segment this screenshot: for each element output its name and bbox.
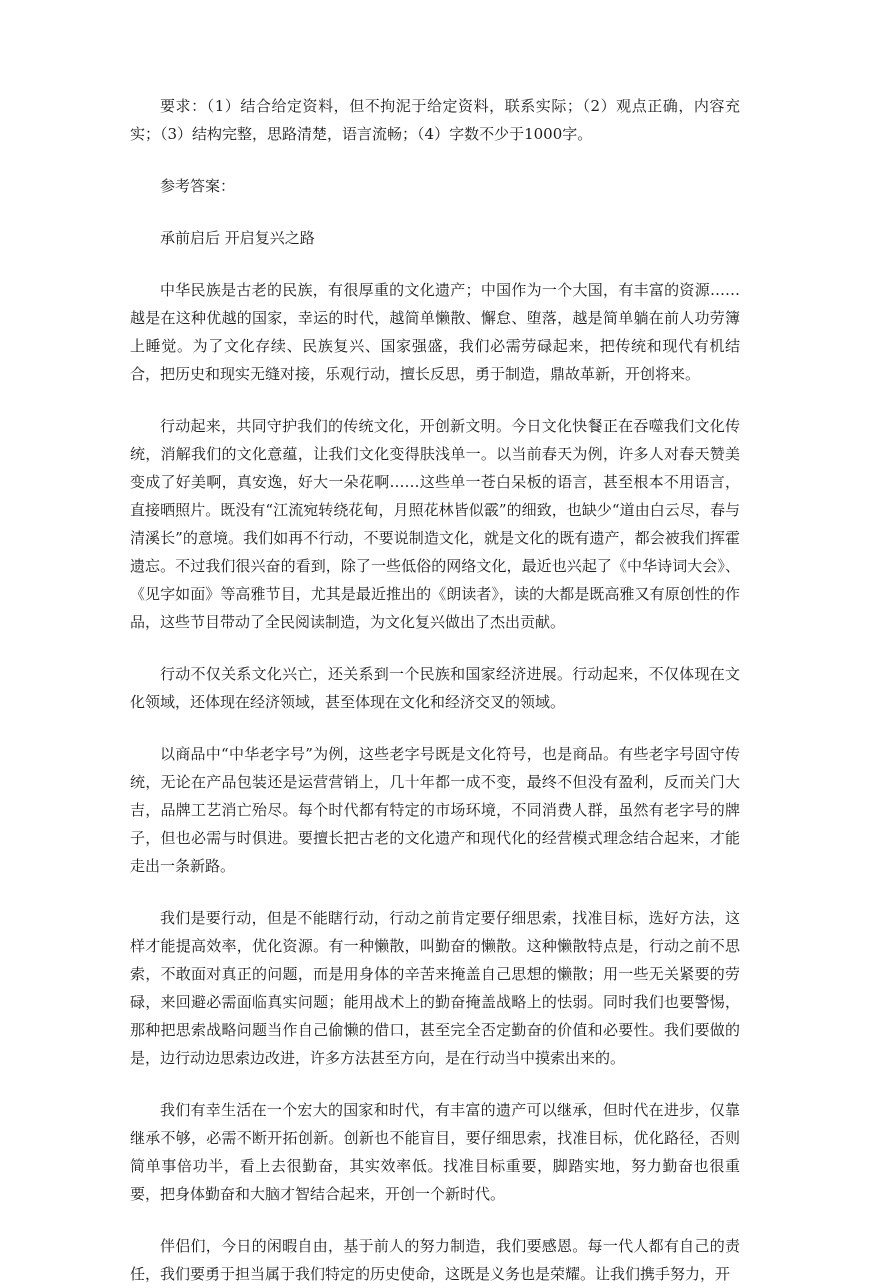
essay-paragraph-6: 我们有幸生活在一个宏大的国家和时代，有丰富的遗产可以继承，但时代在进步，仅靠继承不够，必需不断开拓创新。创新也不能盲目，要仔细思索，找准目标，优化路径，否则简单事倍功半，看上去很勤奋，其实效率低。找准目标重要，脚踏实地，努力勤奋也很重要，把身体勤奋和大脑才智结合起来，开创一个新时代。 bbox=[130, 1101, 740, 1203]
requirements-text: 要求：（1）结合给定资料，但不拘泥于给定资料，联系实际；（2）观点正确，内容充实；（3）结构完整，思路清楚，语言流畅；（4）字数不少于1000字。 bbox=[130, 97, 740, 143]
essay-title: 承前启后 开启复兴之路 bbox=[160, 229, 315, 247]
essay-paragraph-5: 我们是要行动，但是不能瞎行动，行动之前肯定要仔细思索，找准目标，选好方法，这样才能提高效率，优化资源。有一种懒散，叫勤奋的懒散。这种懒散特点是，行动之前不思索，不敢面对真正的问题，而是用身体的辛苦来掩盖自己思想的懒散；用一些无关紧要的劳碌，来回避必需面临真实问题；能用战术上的勤奋掩盖战略上的怯弱。同时我们也要警惕，那种把思索战略问题当作自己偷懒的借口，甚至完全否定勤奋的价值和必要性。我们要做的是，边行动边思索边改进，许多方法甚至方向，是在行动当中摸索出来的。 bbox=[130, 909, 740, 1067]
document-page bbox=[130, 92, 740, 1288]
answer-label: 参考答案： bbox=[160, 177, 236, 195]
essay-paragraph-4: 以商品中“中华老字号”为例，这些老字号既是文化符号，也是商品。有些老字号固守传统，无论在产品包装还是运营营销上，几十年都一成不变，最终不但没有盈利，反而关门大吉，品牌工艺消亡殆尽。每个时代都有特定的市场环境，不同消费人群，虽然有老字号的牌子，但也必需与时俱进。要擅长把古老的文化遗产和现代化的经营模式理念结合起来，才能走出一条新路。 bbox=[130, 745, 740, 875]
essay-paragraph-2: 行动起来，共同守护我们的传统文化，开创新文明。今日文化快餐正在吞噬我们文化传统，消解我们的文化意蕴，让我们文化变得肤浅单一。以当前春天为例，许多人对春天赞美变成了好美啊，真安逸，好大一朵花啊……这些单一苍白呆板的语言，甚至根本不用语言，直接晒照片。既没有“江流宛转绕花甸，月照花林皆似霰”的细致，也缺少“道由白云尽，春与清溪长”的意境。我们如再不行动，不要说制造文化，就是文化的既有遗产，都会被我们挥霍遗忘。不过我们很兴奋的看到，除了一些低俗的网络文化，最近也兴起了《中华诗词大会》、《见字如面》等高雅节目，尤其是最近推出的《朗读者》，读的大都是既高雅又有原创性的作品，这些节目带动了全民阅读制造，为文化复兴做出了杰出贡献。 bbox=[130, 417, 740, 631]
essay-paragraph-1: 中华民族是古老的民族，有很厚重的文化遗产；中国作为一个大国，有丰富的资源……越是在这种优越的国家，幸运的时代，越简单懒散、懈怠、堕落，越是简单躺在前人功劳簿上睡觉。为了文化存续、民族复兴、国家强盛，我们必需劳碌起来，把传统和现代有机结合，把历史和现实无缝对接，乐观行动，擅长反思，勇于制造，鼎故革新，开创将来。 bbox=[130, 281, 740, 383]
essay-paragraph-3: 行动不仅关系文化兴亡，还关系到一个民族和国家经济进展。行动起来，不仅体现在文化领域，还体现在经济领域，甚至体现在文化和经济交叉的领域。 bbox=[130, 665, 740, 711]
essay-paragraph-7: 伴侣们，今日的闲暇自由，基于前人的努力制造，我们要感恩。每一代人都有自己的责任，我们要勇于担当属于我们特定的历史使命，这既是义务也是荣耀。让我们携手努力，开 bbox=[130, 1237, 740, 1283]
